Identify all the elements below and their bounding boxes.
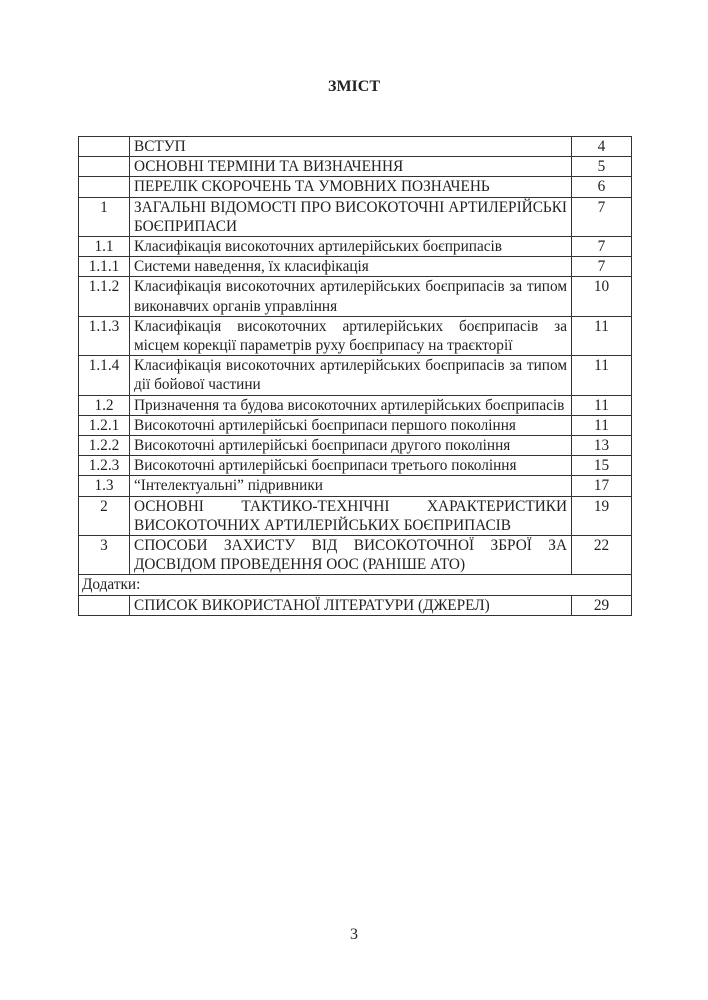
toc-number: 1 (79, 197, 130, 236)
page-title: ЗМІСТ (328, 78, 380, 95)
toc-page: 29 (572, 595, 632, 615)
toc-title: Класифікація високоточних артилерійських боєприпасів за типом дії бойової частини (130, 356, 572, 395)
toc-title: Класифікація високоточних артилерійських боєприпасів за місцем корекції параметрів руху боєприпасу на траєкторії (130, 316, 572, 355)
toc-title: СПИСОК ВИКОРИСТАНОЇ ЛІТЕРАТУРИ (ДЖЕРЕЛ) (130, 595, 572, 615)
toc-row (79, 456, 632, 476)
toc-page: 15 (572, 456, 632, 476)
toc-page: 11 (572, 316, 632, 355)
toc-title: Класифікація високоточних артилерійських боєприпасів (130, 237, 572, 257)
toc-title: ЗАГАЛЬНІ ВІДОМОСТІ ПРО ВИСОКОТОЧНІ АРТИЛЕРІЙСЬКІ БОЄПРИПАСИ (130, 197, 572, 236)
toc-row (79, 277, 632, 316)
toc-number (79, 137, 130, 157)
toc-number (79, 157, 130, 177)
toc-page: 4 (572, 137, 632, 157)
toc-page: 6 (572, 177, 632, 197)
page-number: 3 (350, 926, 358, 943)
toc-number: 1.1.1 (79, 257, 130, 277)
toc-page: 7 (572, 257, 632, 277)
toc-row (79, 415, 632, 435)
toc-title: ВСТУП (130, 137, 572, 157)
toc-title: Високоточні артилерійські боєприпаси першого покоління (130, 415, 572, 435)
toc-page: 7 (572, 237, 632, 257)
toc-number: 1.1.4 (79, 356, 130, 395)
toc-row (79, 536, 632, 575)
toc-row (79, 316, 632, 355)
toc-title: ОСНОВНІ ТЕРМІНИ ТА ВИЗНАЧЕННЯ (130, 157, 572, 177)
toc-number: 1.2.1 (79, 415, 130, 435)
toc-number (79, 595, 130, 615)
toc-row (79, 157, 632, 177)
toc-page: 5 (572, 157, 632, 177)
toc-page: 11 (572, 356, 632, 395)
table-of-contents (78, 136, 632, 616)
appendix-label-row (79, 575, 632, 595)
toc-row (79, 257, 632, 277)
toc-page: 19 (572, 496, 632, 535)
toc-page: 22 (572, 536, 632, 575)
toc-row (79, 197, 632, 236)
toc-row (79, 496, 632, 535)
toc-title: ОСНОВНІ ТАКТИКО-ТЕХНІЧНІ ХАРАКТЕРИСТИКИ ВИСОКОТОЧНИХ АРТИЛЕРІЙСЬКИХ БОЄПРИПАСІВ (130, 496, 572, 535)
toc-number: 1.3 (79, 476, 130, 496)
toc-number: 1.1.2 (79, 277, 130, 316)
toc-number: 2 (79, 496, 130, 535)
toc-page: 7 (572, 197, 632, 236)
appendix-label: Додатки: (79, 575, 632, 595)
toc-number: 1.1 (79, 237, 130, 257)
toc-row (79, 436, 632, 456)
toc-title: СПОСОБИ ЗАХИСТУ ВІД ВИСОКОТОЧНОЇ ЗБРОЇ ЗА ДОСВІДОМ ПРОВЕДЕННЯ ООС (РАНІШЕ АТО) (130, 536, 572, 575)
toc-row (79, 595, 632, 615)
toc-page: 11 (572, 395, 632, 415)
toc-number: 3 (79, 536, 130, 575)
toc-page: 11 (572, 415, 632, 435)
toc-title: ПЕРЕЛІК СКОРОЧЕНЬ ТА УМОВНИХ ПОЗНАЧЕНЬ (130, 177, 572, 197)
toc-title: Призначення та будова високоточних артилерійських боєприпасів (130, 395, 572, 415)
toc-title: Високоточні артилерійські боєприпаси третього покоління (130, 456, 572, 476)
toc-row (79, 177, 632, 197)
toc-title: Системи наведення, їх класифікація (130, 257, 572, 277)
toc-row (79, 395, 632, 415)
toc-page: 10 (572, 277, 632, 316)
toc-number: 1.2 (79, 395, 130, 415)
toc-title: Класифікація високоточних артилерійських боєприпасів за типом виконавчих органів управління (130, 277, 572, 316)
toc-number: 1.1.3 (79, 316, 130, 355)
toc-row (79, 137, 632, 157)
toc-row (79, 237, 632, 257)
toc-number: 1.2.2 (79, 436, 130, 456)
toc-row (79, 476, 632, 496)
toc-title: “Інтелектуальні” підривники (130, 476, 572, 496)
toc-page: 17 (572, 476, 632, 496)
toc-row (79, 356, 632, 395)
toc-number: 1.2.3 (79, 456, 130, 476)
toc-page: 13 (572, 436, 632, 456)
toc-number (79, 177, 130, 197)
toc-title: Високоточні артилерійські боєприпаси другого покоління (130, 436, 572, 456)
